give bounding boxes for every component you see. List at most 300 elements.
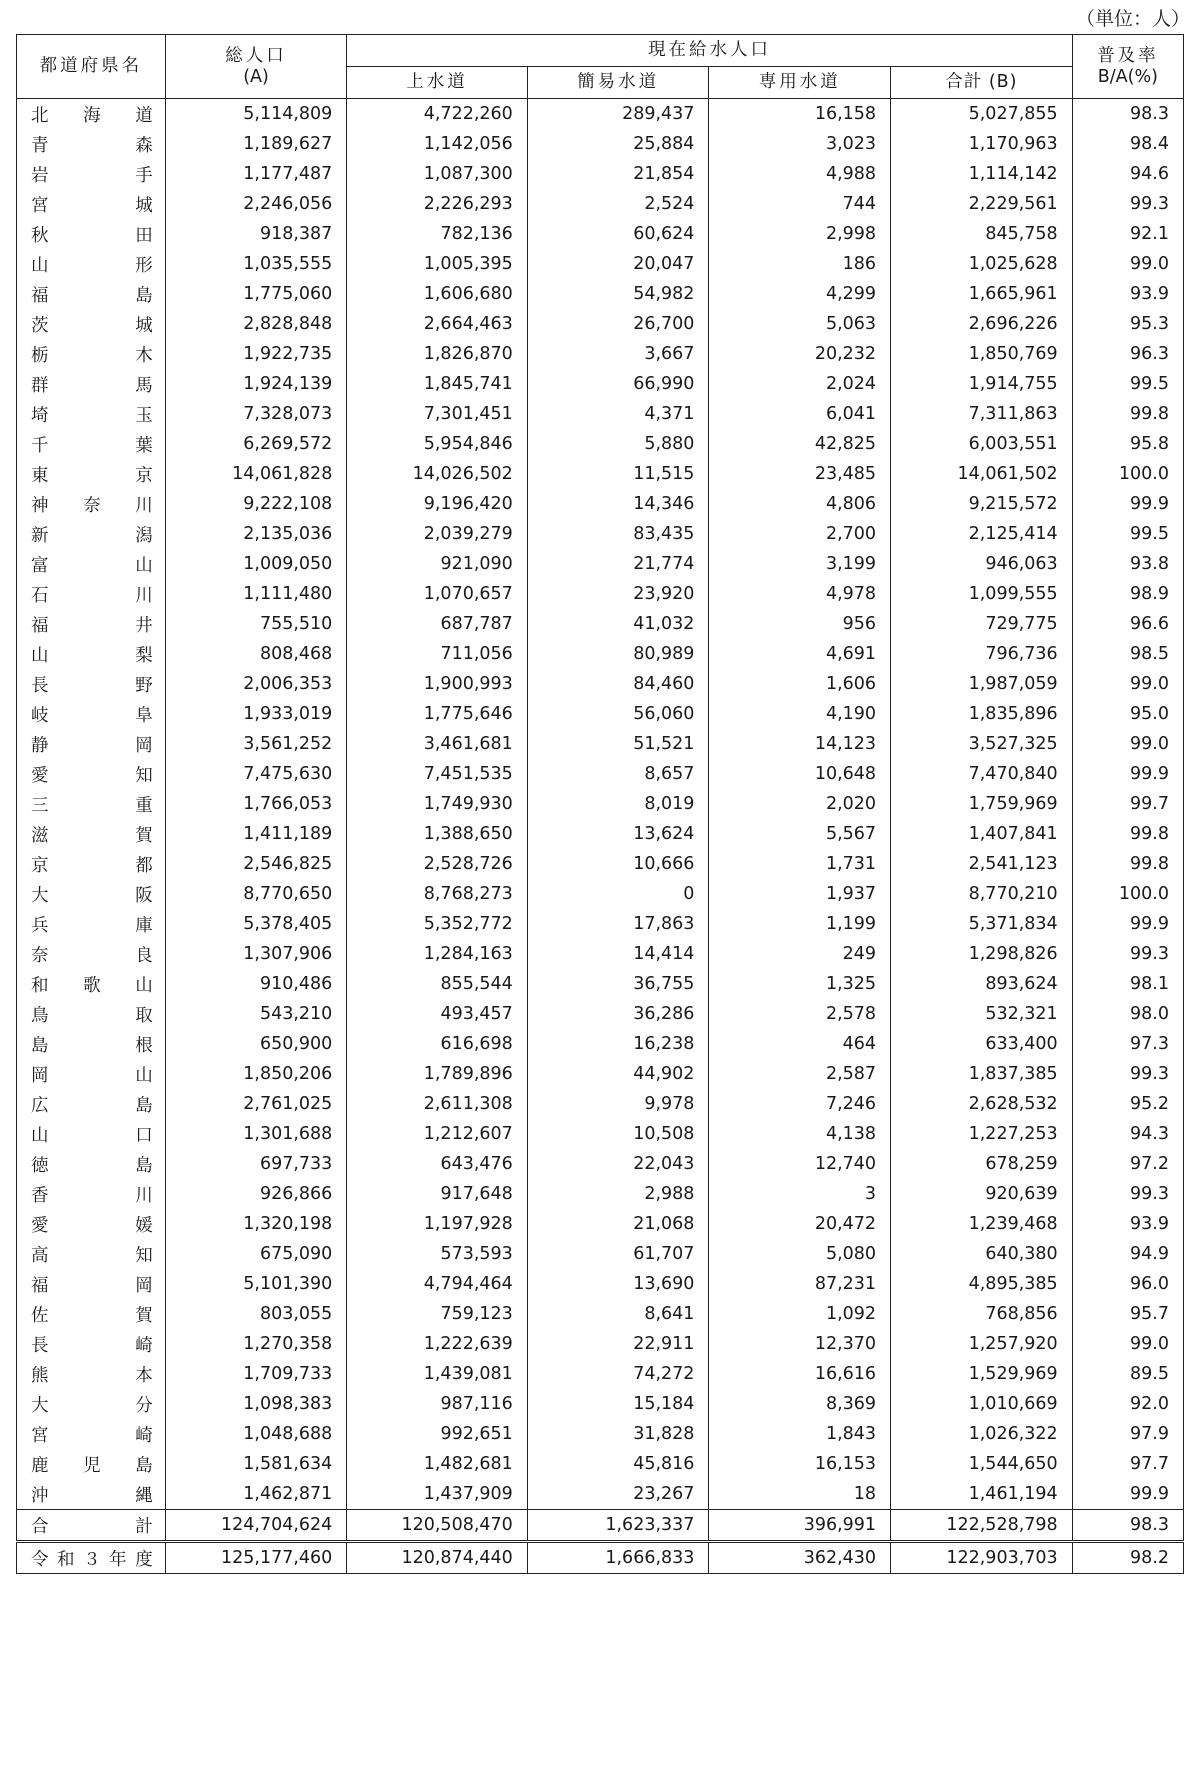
private-waterworks-cell: 2,998 xyxy=(709,219,891,249)
waterworks-cell: 5,954,846 xyxy=(347,429,527,459)
total-population-cell: 1,462,871 xyxy=(165,1479,347,1510)
waterworks-cell: 2,664,463 xyxy=(347,309,527,339)
table-row xyxy=(17,969,1184,999)
rate-cell: 99.8 xyxy=(1072,819,1183,849)
rate-cell: 99.3 xyxy=(1072,189,1183,219)
sum-b-cell: 1,987,059 xyxy=(891,669,1073,699)
prefecture-cell xyxy=(17,939,166,969)
private-waterworks-cell: 3,023 xyxy=(709,129,891,159)
simple-waterworks-cell: 10,666 xyxy=(527,849,709,879)
table-row xyxy=(17,1029,1184,1059)
prefecture-name: 合 計 xyxy=(31,1516,153,1537)
waterworks-cell: 1,087,300 xyxy=(347,159,527,189)
prefecture-cell xyxy=(17,669,166,699)
private-waterworks-cell: 87,231 xyxy=(709,1269,891,1299)
prefecture-name: 青 森 xyxy=(31,135,153,156)
total-population-cell: 1,850,206 xyxy=(165,1059,347,1089)
table-row xyxy=(17,609,1184,639)
private-waterworks-cell: 956 xyxy=(709,609,891,639)
rate-cell: 98.0 xyxy=(1072,999,1183,1029)
simple-waterworks-cell: 5,880 xyxy=(527,429,709,459)
prefecture-name: 山 梨 xyxy=(31,645,153,666)
rate-cell: 100.0 xyxy=(1072,879,1183,909)
sum-b-cell: 845,758 xyxy=(891,219,1073,249)
prefecture-name: 愛 知 xyxy=(31,765,153,786)
sum-b-cell: 678,259 xyxy=(891,1149,1073,1179)
water-supply-table xyxy=(16,34,1184,1574)
prefecture-cell xyxy=(17,759,166,789)
prefecture-cell xyxy=(17,189,166,219)
prefecture-cell xyxy=(17,1269,166,1299)
private-waterworks-cell: 744 xyxy=(709,189,891,219)
prefecture-cell xyxy=(17,219,166,249)
sum-b-cell: 1,114,142 xyxy=(891,159,1073,189)
private-waterworks-cell: 1,606 xyxy=(709,669,891,699)
rate-cell: 93.9 xyxy=(1072,1209,1183,1239)
prefecture-cell xyxy=(17,369,166,399)
rate-cell: 94.6 xyxy=(1072,159,1183,189)
private-waterworks-cell: 1,325 xyxy=(709,969,891,999)
sum-b-cell: 1,759,969 xyxy=(891,789,1073,819)
sum-b-cell: 796,736 xyxy=(891,639,1073,669)
prefecture-name: 福 島 xyxy=(31,285,153,306)
simple-waterworks-cell: 20,047 xyxy=(527,249,709,279)
simple-waterworks-cell: 61,707 xyxy=(527,1239,709,1269)
sum-b-cell: 729,775 xyxy=(891,609,1073,639)
prefecture-name: 和 歌 山 xyxy=(31,975,153,996)
prefecture-cell xyxy=(17,159,166,189)
rate-cell: 99.8 xyxy=(1072,849,1183,879)
prefecture-name: 長 野 xyxy=(31,675,153,696)
prefecture-cell xyxy=(17,879,166,909)
sum-b-cell: 768,856 xyxy=(891,1299,1073,1329)
waterworks-cell: 493,457 xyxy=(347,999,527,1029)
waterworks-cell: 643,476 xyxy=(347,1149,527,1179)
simple-waterworks-cell: 14,346 xyxy=(527,489,709,519)
simple-waterworks-cell: 9,978 xyxy=(527,1089,709,1119)
table-row xyxy=(17,519,1184,549)
total-population-cell: 1,048,688 xyxy=(165,1419,347,1449)
private-waterworks-cell: 1,843 xyxy=(709,1419,891,1449)
total-population-cell: 2,546,825 xyxy=(165,849,347,879)
table-body xyxy=(17,99,1184,1574)
private-waterworks-cell: 4,988 xyxy=(709,159,891,189)
prefecture-name: 島 根 xyxy=(31,1035,153,1056)
simple-waterworks-cell: 1,623,337 xyxy=(527,1510,709,1542)
waterworks-cell: 759,123 xyxy=(347,1299,527,1329)
rate-cell: 95.3 xyxy=(1072,309,1183,339)
waterworks-cell: 2,528,726 xyxy=(347,849,527,879)
prefecture-name: 秋 田 xyxy=(31,225,153,246)
prefecture-cell xyxy=(17,639,166,669)
private-waterworks-cell: 3,199 xyxy=(709,549,891,579)
private-waterworks-cell: 4,190 xyxy=(709,699,891,729)
table-row xyxy=(17,759,1184,789)
prefecture-name: 宮 崎 xyxy=(31,1425,153,1446)
prefecture-cell xyxy=(17,1479,166,1510)
total-population-cell: 1,775,060 xyxy=(165,279,347,309)
prefecture-name: 北 海 道 xyxy=(31,105,153,126)
waterworks-cell: 1,212,607 xyxy=(347,1119,527,1149)
table-row xyxy=(17,459,1184,489)
waterworks-cell: 120,874,440 xyxy=(347,1542,527,1574)
prefecture-name: 群 馬 xyxy=(31,375,153,396)
private-waterworks-cell: 2,578 xyxy=(709,999,891,1029)
simple-waterworks-cell: 80,989 xyxy=(527,639,709,669)
total-population-cell: 5,114,809 xyxy=(165,99,347,130)
rate-cell: 93.8 xyxy=(1072,549,1183,579)
header-waterworks: 上水道 xyxy=(347,67,527,99)
prefecture-name: 千 葉 xyxy=(31,435,153,456)
total-population-cell: 1,035,555 xyxy=(165,249,347,279)
rate-cell: 99.9 xyxy=(1072,909,1183,939)
prefecture-name: 岐 阜 xyxy=(31,705,153,726)
rate-cell: 99.5 xyxy=(1072,369,1183,399)
rate-cell: 98.1 xyxy=(1072,969,1183,999)
prefecture-name: 佐 賀 xyxy=(31,1305,153,1326)
sum-b-cell: 1,099,555 xyxy=(891,579,1073,609)
rate-cell: 99.0 xyxy=(1072,729,1183,759)
table-row xyxy=(17,1299,1184,1329)
table-row xyxy=(17,369,1184,399)
sum-b-cell: 4,895,385 xyxy=(891,1269,1073,1299)
prefecture-name: 大 阪 xyxy=(31,885,153,906)
private-waterworks-cell: 5,063 xyxy=(709,309,891,339)
total-population-cell: 1,411,189 xyxy=(165,819,347,849)
table-row xyxy=(17,429,1184,459)
table-row xyxy=(17,1269,1184,1299)
waterworks-cell: 616,698 xyxy=(347,1029,527,1059)
prefecture-cell xyxy=(17,579,166,609)
simple-waterworks-cell: 25,884 xyxy=(527,129,709,159)
private-waterworks-cell: 4,691 xyxy=(709,639,891,669)
rate-cell: 98.2 xyxy=(1072,1542,1183,1574)
total-population-cell: 1,177,487 xyxy=(165,159,347,189)
waterworks-cell: 1,482,681 xyxy=(347,1449,527,1479)
table-row xyxy=(17,1239,1184,1269)
prefecture-cell xyxy=(17,849,166,879)
waterworks-cell: 2,039,279 xyxy=(347,519,527,549)
total-population-cell: 1,581,634 xyxy=(165,1449,347,1479)
prefecture-cell xyxy=(17,1209,166,1239)
rate-cell: 94.9 xyxy=(1072,1239,1183,1269)
prefecture-name: 令 和 ３ 年 度 xyxy=(31,1549,153,1570)
simple-waterworks-cell: 21,854 xyxy=(527,159,709,189)
waterworks-cell: 8,768,273 xyxy=(347,879,527,909)
simple-waterworks-cell: 22,043 xyxy=(527,1149,709,1179)
waterworks-cell: 782,136 xyxy=(347,219,527,249)
table-row xyxy=(17,729,1184,759)
header-rate-label: 普及率 xyxy=(1097,46,1159,67)
waterworks-cell: 9,196,420 xyxy=(347,489,527,519)
simple-waterworks-cell: 22,911 xyxy=(527,1329,709,1359)
prefecture-name: 香 川 xyxy=(31,1185,153,1206)
total-population-cell: 2,828,848 xyxy=(165,309,347,339)
total-population-cell: 918,387 xyxy=(165,219,347,249)
waterworks-cell: 1,606,680 xyxy=(347,279,527,309)
simple-waterworks-cell: 14,414 xyxy=(527,939,709,969)
sum-b-cell: 1,914,755 xyxy=(891,369,1073,399)
rate-cell: 99.0 xyxy=(1072,249,1183,279)
table-row xyxy=(17,939,1184,969)
header-rate xyxy=(1072,35,1183,99)
sum-b-cell: 1,544,650 xyxy=(891,1449,1073,1479)
prefecture-cell xyxy=(17,99,166,130)
sum-b-cell: 2,696,226 xyxy=(891,309,1073,339)
prefecture-cell xyxy=(17,429,166,459)
table-row xyxy=(17,909,1184,939)
prefecture-name: 熊 本 xyxy=(31,1365,153,1386)
rate-cell: 97.7 xyxy=(1072,1449,1183,1479)
sum-b-cell: 1,850,769 xyxy=(891,339,1073,369)
private-waterworks-cell: 2,587 xyxy=(709,1059,891,1089)
total-population-cell: 755,510 xyxy=(165,609,347,639)
prefecture-cell xyxy=(17,1389,166,1419)
table-row xyxy=(17,669,1184,699)
prefecture-name: 大 分 xyxy=(31,1395,153,1416)
table-row xyxy=(17,489,1184,519)
sum-b-cell: 9,215,572 xyxy=(891,489,1073,519)
private-waterworks-cell: 16,153 xyxy=(709,1449,891,1479)
prefecture-cell xyxy=(17,819,166,849)
table-row xyxy=(17,819,1184,849)
total-population-cell: 7,475,630 xyxy=(165,759,347,789)
simple-waterworks-cell: 23,267 xyxy=(527,1479,709,1510)
private-waterworks-cell: 20,232 xyxy=(709,339,891,369)
waterworks-cell: 1,222,639 xyxy=(347,1329,527,1359)
prefecture-name: 福 井 xyxy=(31,615,153,636)
rate-cell: 99.3 xyxy=(1072,939,1183,969)
total-population-cell: 1,098,383 xyxy=(165,1389,347,1419)
total-population-cell: 1,270,358 xyxy=(165,1329,347,1359)
waterworks-cell: 1,439,081 xyxy=(347,1359,527,1389)
private-waterworks-cell: 2,700 xyxy=(709,519,891,549)
prefecture-name: 山 口 xyxy=(31,1125,153,1146)
table-row xyxy=(17,1419,1184,1449)
sum-b-cell: 122,903,703 xyxy=(891,1542,1073,1574)
prefecture-name: 高 知 xyxy=(31,1245,153,1266)
sum-b-cell: 1,461,194 xyxy=(891,1479,1073,1510)
private-waterworks-cell: 16,158 xyxy=(709,99,891,130)
rate-cell: 96.0 xyxy=(1072,1269,1183,1299)
table-row xyxy=(17,99,1184,130)
waterworks-cell: 987,116 xyxy=(347,1389,527,1419)
prefecture-cell xyxy=(17,249,166,279)
table-row xyxy=(17,129,1184,159)
table-row xyxy=(17,579,1184,609)
simple-waterworks-cell: 36,755 xyxy=(527,969,709,999)
table-row xyxy=(17,249,1184,279)
table-row xyxy=(17,1059,1184,1089)
header-total-population-code: (A) xyxy=(243,66,269,87)
waterworks-cell: 14,026,502 xyxy=(347,459,527,489)
simple-waterworks-cell: 26,700 xyxy=(527,309,709,339)
private-waterworks-cell: 6,041 xyxy=(709,399,891,429)
rate-cell: 92.0 xyxy=(1072,1389,1183,1419)
rate-cell: 97.9 xyxy=(1072,1419,1183,1449)
table-row xyxy=(17,1359,1184,1389)
total-population-cell: 808,468 xyxy=(165,639,347,669)
private-waterworks-cell: 396,991 xyxy=(709,1510,891,1542)
total-population-cell: 697,733 xyxy=(165,1149,347,1179)
table-row xyxy=(17,1389,1184,1419)
header-rate-formula: B/A(%) xyxy=(1097,66,1158,87)
total-population-cell: 1,924,139 xyxy=(165,369,347,399)
simple-waterworks-cell: 0 xyxy=(527,879,709,909)
rate-cell: 92.1 xyxy=(1072,219,1183,249)
total-population-cell: 2,135,036 xyxy=(165,519,347,549)
waterworks-cell: 1,826,870 xyxy=(347,339,527,369)
prefecture-cell xyxy=(17,969,166,999)
prefecture-name: 山 形 xyxy=(31,255,153,276)
simple-waterworks-cell: 45,816 xyxy=(527,1449,709,1479)
rate-cell: 99.9 xyxy=(1072,1479,1183,1510)
prefecture-cell xyxy=(17,1299,166,1329)
waterworks-cell: 3,461,681 xyxy=(347,729,527,759)
private-waterworks-cell: 8,369 xyxy=(709,1389,891,1419)
header-current-supply: 現在給水人口 xyxy=(347,35,1072,67)
sum-b-cell: 2,125,414 xyxy=(891,519,1073,549)
total-population-cell: 1,301,688 xyxy=(165,1119,347,1149)
prefecture-cell xyxy=(17,789,166,819)
rate-cell: 95.0 xyxy=(1072,699,1183,729)
sum-b-cell: 5,027,855 xyxy=(891,99,1073,130)
waterworks-cell: 1,070,657 xyxy=(347,579,527,609)
rate-cell: 93.9 xyxy=(1072,279,1183,309)
prefecture-name: 東 京 xyxy=(31,465,153,486)
waterworks-cell: 1,197,928 xyxy=(347,1209,527,1239)
simple-waterworks-cell: 8,019 xyxy=(527,789,709,819)
table-row xyxy=(17,1510,1184,1542)
sum-b-cell: 1,025,628 xyxy=(891,249,1073,279)
prefecture-cell xyxy=(17,549,166,579)
waterworks-cell: 687,787 xyxy=(347,609,527,639)
simple-waterworks-cell: 21,068 xyxy=(527,1209,709,1239)
simple-waterworks-cell: 83,435 xyxy=(527,519,709,549)
table-row xyxy=(17,849,1184,879)
header-private-waterworks: 専用水道 xyxy=(709,67,891,99)
sum-b-cell: 2,628,532 xyxy=(891,1089,1073,1119)
table-row xyxy=(17,789,1184,819)
simple-waterworks-cell: 2,524 xyxy=(527,189,709,219)
private-waterworks-cell: 2,024 xyxy=(709,369,891,399)
total-population-cell: 2,246,056 xyxy=(165,189,347,219)
table-row xyxy=(17,1542,1184,1574)
sum-b-cell: 946,063 xyxy=(891,549,1073,579)
waterworks-cell: 921,090 xyxy=(347,549,527,579)
prefecture-cell xyxy=(17,609,166,639)
simple-waterworks-cell: 13,624 xyxy=(527,819,709,849)
private-waterworks-cell: 3 xyxy=(709,1179,891,1209)
header-sum-b: 合計 (B) xyxy=(891,67,1073,99)
sum-b-cell: 893,624 xyxy=(891,969,1073,999)
total-population-cell: 926,866 xyxy=(165,1179,347,1209)
simple-waterworks-cell: 74,272 xyxy=(527,1359,709,1389)
table-row xyxy=(17,1149,1184,1179)
prefecture-cell xyxy=(17,1510,166,1542)
total-population-cell: 543,210 xyxy=(165,999,347,1029)
total-population-cell: 9,222,108 xyxy=(165,489,347,519)
table-row xyxy=(17,1179,1184,1209)
prefecture-name: 沖 縄 xyxy=(31,1485,153,1506)
rate-cell: 99.0 xyxy=(1072,669,1183,699)
simple-waterworks-cell: 60,624 xyxy=(527,219,709,249)
unit-label: （単位：人） xyxy=(1075,8,1190,30)
rate-cell: 99.9 xyxy=(1072,759,1183,789)
rate-cell: 99.0 xyxy=(1072,1329,1183,1359)
waterworks-cell: 1,388,650 xyxy=(347,819,527,849)
prefecture-cell xyxy=(17,1089,166,1119)
sum-b-cell: 1,170,963 xyxy=(891,129,1073,159)
waterworks-cell: 1,749,930 xyxy=(347,789,527,819)
waterworks-cell: 4,722,260 xyxy=(347,99,527,130)
prefecture-name: 京 都 xyxy=(31,855,153,876)
waterworks-cell: 7,451,535 xyxy=(347,759,527,789)
sum-b-cell: 8,770,210 xyxy=(891,879,1073,909)
waterworks-cell: 1,284,163 xyxy=(347,939,527,969)
private-waterworks-cell: 16,616 xyxy=(709,1359,891,1389)
prefecture-name: 静 岡 xyxy=(31,735,153,756)
table-row xyxy=(17,399,1184,429)
prefecture-name: 岡 山 xyxy=(31,1065,153,1086)
table-row xyxy=(17,999,1184,1029)
waterworks-cell: 1,900,993 xyxy=(347,669,527,699)
prefecture-cell xyxy=(17,1059,166,1089)
rate-cell: 97.2 xyxy=(1072,1149,1183,1179)
private-waterworks-cell: 4,138 xyxy=(709,1119,891,1149)
table-row xyxy=(17,1089,1184,1119)
table-row xyxy=(17,699,1184,729)
waterworks-cell: 1,845,741 xyxy=(347,369,527,399)
waterworks-cell: 1,005,395 xyxy=(347,249,527,279)
simple-waterworks-cell: 2,988 xyxy=(527,1179,709,1209)
waterworks-cell: 917,648 xyxy=(347,1179,527,1209)
table-row xyxy=(17,1449,1184,1479)
simple-waterworks-cell: 17,863 xyxy=(527,909,709,939)
rate-cell: 95.7 xyxy=(1072,1299,1183,1329)
sum-b-cell: 640,380 xyxy=(891,1239,1073,1269)
prefecture-cell xyxy=(17,1359,166,1389)
total-population-cell: 7,328,073 xyxy=(165,399,347,429)
simple-waterworks-cell: 54,982 xyxy=(527,279,709,309)
simple-waterworks-cell: 8,641 xyxy=(527,1299,709,1329)
header-simple-waterworks: 簡易水道 xyxy=(527,67,709,99)
rate-cell: 100.0 xyxy=(1072,459,1183,489)
total-population-cell: 650,900 xyxy=(165,1029,347,1059)
prefecture-cell xyxy=(17,909,166,939)
header-total-population xyxy=(165,35,347,99)
table-row xyxy=(17,189,1184,219)
rate-cell: 99.5 xyxy=(1072,519,1183,549)
total-population-cell: 910,486 xyxy=(165,969,347,999)
prefecture-cell xyxy=(17,309,166,339)
prefecture-name: 宮 城 xyxy=(31,195,153,216)
waterworks-cell: 992,651 xyxy=(347,1419,527,1449)
private-waterworks-cell: 4,978 xyxy=(709,579,891,609)
rate-cell: 94.3 xyxy=(1072,1119,1183,1149)
waterworks-cell: 7,301,451 xyxy=(347,399,527,429)
prefecture-cell xyxy=(17,1239,166,1269)
sum-b-cell: 920,639 xyxy=(891,1179,1073,1209)
prefecture-cell xyxy=(17,399,166,429)
prefecture-name: 徳 島 xyxy=(31,1155,153,1176)
rate-cell: 99.3 xyxy=(1072,1179,1183,1209)
prefecture-name: 埼 玉 xyxy=(31,405,153,426)
prefecture-cell xyxy=(17,1179,166,1209)
simple-waterworks-cell: 13,690 xyxy=(527,1269,709,1299)
private-waterworks-cell: 23,485 xyxy=(709,459,891,489)
simple-waterworks-cell: 15,184 xyxy=(527,1389,709,1419)
